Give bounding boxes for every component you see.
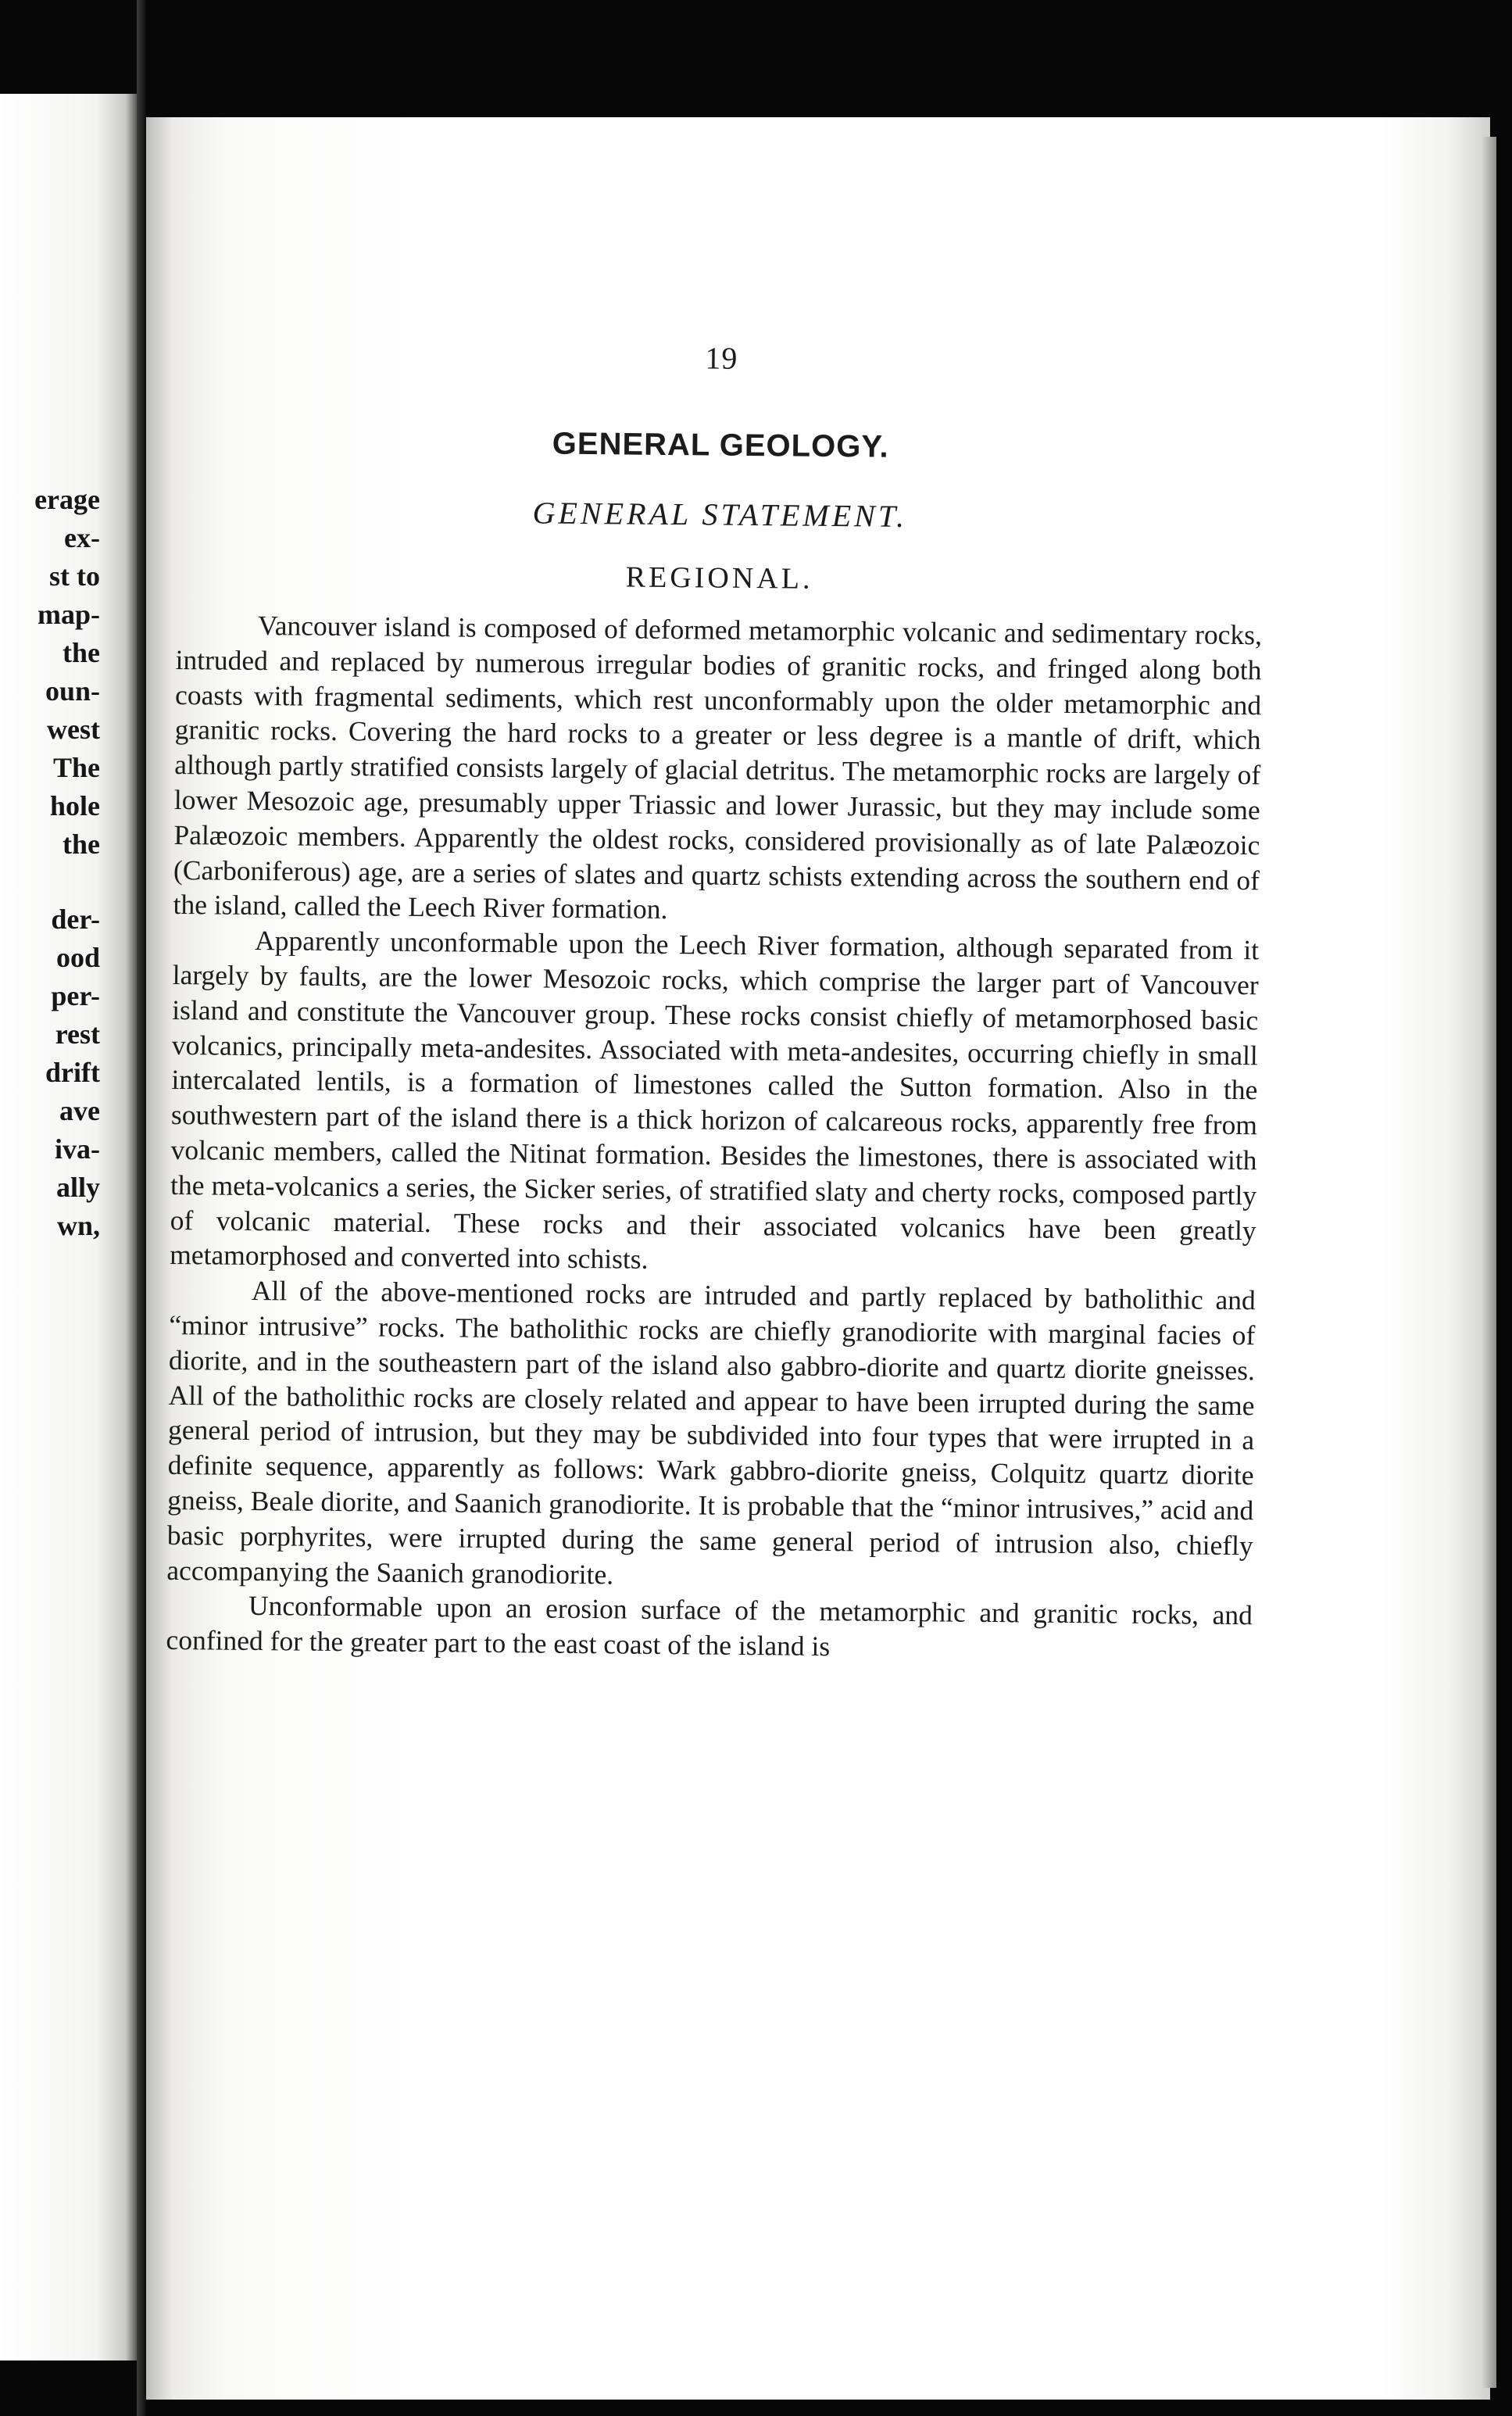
left-fragment: The bbox=[52, 752, 100, 783]
left-fragment: st to bbox=[49, 560, 100, 592]
section-title: GENERAL STATEMENT. bbox=[532, 495, 908, 534]
left-fragment: erage bbox=[34, 484, 100, 515]
page-content bbox=[166, 219, 1266, 1668]
left-fragment: ex- bbox=[64, 522, 100, 553]
left-fragment: map- bbox=[38, 599, 100, 630]
paragraph: Apparently unconformable upon the Leech River formation, although separated from it largely by faults, are the lower Mesozoic rocks, which comprise the larger part of Vancouver island and constitute the Vancouver group. These rocks consist chiefly of metamorphosed basic volcanics, principally meta-andesites. Associated with meta-andesites, occurring chiefly in small intercalated lentils, is a formation of limestones called the Sutton formation. Also in the southwestern part of the island there is a thick horizon of calcareous rocks, apparently free from volcanic members, called the Nitinat formation. Besides the limestones, there is associated with the meta-volcanics a series, the Sicker series, of stratified slaty and cherty rocks, composed partly of volcanic material. These rocks and their associated volcanics have been greatly metamorphosed and converted into schists. bbox=[170, 925, 1260, 1276]
left-fragment: west bbox=[47, 714, 100, 745]
left-fragment: ally bbox=[55, 1172, 100, 1203]
left-page bbox=[0, 94, 137, 2361]
subsection-title: REGIONAL. bbox=[625, 560, 813, 596]
paragraph: Vancouver island is composed of deformed metamorphic volcanic and sedimentary rocks, intruded and replaced by numerous irregular bodies of granitic rocks, and fringed along both coasts with fragmental sediments, which rest unconformably upon the older metamorphic and granitic rocks. Covering the hard rocks to a greater or less degree is a mantle of drift, which although partly stratified consists largely of glacial detritus. The metamorphic rocks are largely of lower Mesozoic age, presumably upper Triassic and lower Jurassic, but they may include some Palæozoic members. Apparently the oldest rocks, considered provisionally as of late Palæozoic (Carboniferous) age, are a series of slates and quartz schists extending across the southern end of the island, called the Leech River formation. bbox=[173, 609, 1263, 925]
left-fragment: hole bbox=[49, 790, 100, 821]
left-fragment: drift bbox=[45, 1057, 100, 1088]
left-fragment: wn, bbox=[56, 1210, 100, 1241]
left-fragment: der- bbox=[51, 904, 100, 935]
paragraph: All of the above-mentioned rocks are intruded and partly replaced by batholithic and “minor intrusive” rocks. The batholithic rocks are chiefly granodiorite with marginal facies of diorite, and in the southeastern part of the island also gabbro-diorite and quartz diorite gneisses. All of the batholithic rocks are closely related and appear to have been irrupted during the same general period of intrusion, but they may be subdivided into four types that were irrupted in a definite sequence, apparently as follows: Wark gabbro-diorite gneiss, Colquitz quartz diorite gneiss, Beale diorite, and Saanich granodiorite. It is probable that the “minor intrusives,” acid and basic porphyrites, were irrupted during the same general period of intrusion also, chiefly accompanying the Saanich granodiorite. bbox=[166, 1275, 1256, 1590]
chapter-title: GENERAL GEOLOGY. bbox=[552, 426, 889, 464]
left-fragment: ood bbox=[55, 942, 100, 973]
left-fragment: per- bbox=[51, 980, 100, 1011]
left-fragment: rest bbox=[55, 1018, 100, 1050]
left-fragment: the bbox=[63, 637, 100, 668]
page-number: 19 bbox=[705, 340, 738, 376]
left-fragment: oun- bbox=[45, 675, 100, 707]
paragraph: Unconformable upon an erosion surface of the metamorphic and granitic rocks, and confined for the greater part to the east coast of the island is bbox=[166, 1590, 1253, 1663]
book-gutter bbox=[137, 0, 146, 2416]
page-edge-shadow bbox=[1481, 137, 1496, 2388]
left-fragment: iva- bbox=[55, 1133, 100, 1165]
left-fragment: ave bbox=[59, 1095, 100, 1126]
left-fragment: the bbox=[63, 829, 100, 860]
body-text bbox=[166, 607, 1262, 1668]
left-page-text-fragments bbox=[0, 481, 100, 1245]
